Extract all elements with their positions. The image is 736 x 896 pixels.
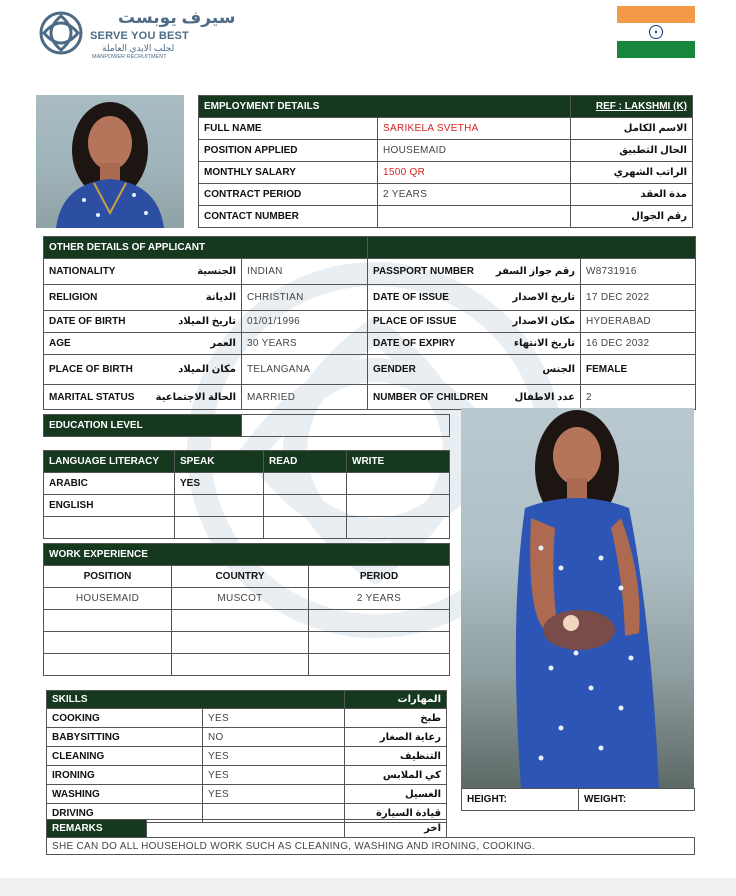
skill-arabic: طبخ: [345, 709, 447, 728]
position-applied-value: HOUSEMAID: [378, 140, 571, 162]
india-flag-icon: [617, 6, 695, 58]
other-right-label-cell: [368, 259, 581, 285]
other-left-label: DATE OF BIRTH: [49, 316, 126, 327]
contact-number-label: CONTACT NUMBER: [199, 206, 378, 228]
other-right-arabic: تاريخ الاصدار: [512, 292, 576, 303]
other-left-value: TELANGANA: [242, 355, 368, 385]
language-cell: YES: [175, 473, 264, 495]
remarks-arabic: اخر: [345, 820, 447, 838]
monthly-salary-value: 1500 QR: [378, 162, 571, 184]
other-right-label: PASSPORT NUMBER: [373, 266, 474, 277]
remarks-label: REMARKS: [47, 820, 147, 838]
other-left-label-cell: [44, 385, 242, 410]
skills-table: [46, 690, 447, 823]
education-table: [43, 414, 450, 437]
logo-sub-tagline: MANPOWER RECRUITMENT: [92, 54, 167, 60]
other-left-label: NATIONALITY: [49, 266, 116, 277]
position-applied-arabic: الحال التطبيق: [571, 140, 693, 162]
language-header-write: WRITE: [347, 451, 450, 473]
education-level-label: EDUCATION LEVEL: [44, 415, 242, 437]
language-cell: ENGLISH: [44, 495, 175, 517]
other-details-row: [44, 385, 696, 410]
employment-row-contact: [199, 206, 693, 228]
contact-number-arabic: رقم الجوال: [571, 206, 693, 228]
other-left-value: CHRISTIAN: [242, 285, 368, 311]
other-left-value: 01/01/1996: [242, 311, 368, 333]
other-left-arabic: الجنسية: [197, 266, 236, 277]
other-right-label: PLACE OF ISSUE: [373, 316, 457, 327]
other-right-value: HYDERABAD: [581, 311, 696, 333]
remarks-spacer: [147, 820, 345, 838]
contact-number-value: [378, 206, 571, 228]
skill-label: WASHING: [47, 785, 203, 804]
language-cell: [264, 517, 347, 539]
applicant-photo-small: [36, 95, 184, 228]
employment-details-table: [198, 95, 693, 228]
full-name-value: SARIKELA SVETHA: [378, 118, 571, 140]
other-details-header-right: [368, 237, 696, 259]
other-right-label: NUMBER OF CHILDREN: [373, 391, 489, 403]
work-col-position: POSITION: [44, 566, 172, 588]
skill-row: [47, 747, 447, 766]
skill-arabic: كي الملابس: [345, 766, 447, 785]
contract-period-arabic: مدة العقد: [571, 184, 693, 206]
other-details-table: [43, 236, 696, 410]
language-row: [44, 473, 450, 495]
work-row: [44, 610, 450, 632]
other-details-row: [44, 333, 696, 355]
language-cell: [44, 517, 175, 539]
skill-arabic: رعاية الصغار: [345, 728, 447, 747]
language-header-literacy: LANGUAGE LITERACY: [44, 451, 175, 473]
language-cell: [264, 495, 347, 517]
work-row: [44, 632, 450, 654]
skill-arabic: الغسيل: [345, 785, 447, 804]
work-col-period: PERIOD: [309, 566, 450, 588]
other-details-row: [44, 259, 696, 285]
other-left-label: AGE: [49, 338, 71, 349]
language-table: [43, 450, 450, 539]
page-footer-bar: [0, 878, 736, 896]
logo-arabic-name: سيرف يوبست: [118, 8, 236, 27]
other-left-arabic: مكان الميلاد: [178, 364, 236, 375]
work-cell: [172, 632, 309, 654]
work-col-country: COUNTRY: [172, 566, 309, 588]
language-cell: ARABIC: [44, 473, 175, 495]
other-right-value: 16 DEC 2032: [581, 333, 696, 355]
weight-label: WEIGHT:: [579, 789, 695, 811]
remarks-text: SHE CAN DO ALL HOUSEHOLD WORK SUCH AS CLEANING, WASHING AND IRONING, COOKING.: [47, 838, 695, 855]
full-name-label: FULL NAME: [199, 118, 378, 140]
work-row: [44, 654, 450, 676]
other-right-arabic: الجنس: [542, 364, 576, 375]
applicant-photo-full: [461, 408, 694, 788]
other-left-label-cell: [44, 259, 242, 285]
other-right-value: 17 DEC 2022: [581, 285, 696, 311]
work-row: [44, 588, 450, 610]
language-cell: [347, 473, 450, 495]
company-logo: [36, 8, 236, 64]
other-details-row: [44, 285, 696, 311]
other-left-arabic: العمر: [210, 338, 236, 349]
skill-arabic: قيادة السيارة: [345, 804, 447, 823]
other-right-arabic: تاريخ الانتهاء: [513, 338, 576, 349]
other-left-label: PLACE OF BIRTH: [49, 364, 133, 375]
measurements-table: [461, 788, 695, 811]
other-left-label-cell: [44, 285, 242, 311]
other-right-label-cell: [368, 311, 581, 333]
other-details-row: [44, 311, 696, 333]
other-left-value: 30 YEARS: [242, 333, 368, 355]
language-cell: [175, 517, 264, 539]
remarks-blank: [447, 820, 695, 838]
skill-label: IRONING: [47, 766, 203, 785]
other-right-arabic: رقم جواز السفر: [495, 266, 576, 277]
full-name-arabic: الاسم الكامل: [571, 118, 693, 140]
other-left-arabic: تاريخ الميلاد: [178, 316, 236, 327]
logo-english-name: SERVE YOU BEST: [90, 30, 189, 42]
work-cell: [172, 654, 309, 676]
skill-value: YES: [203, 709, 345, 728]
work-cell: [172, 610, 309, 632]
work-cell: MUSCOT: [172, 588, 309, 610]
other-left-value: INDIAN: [242, 259, 368, 285]
language-cell: [347, 517, 450, 539]
work-cell: 2 YEARS: [309, 588, 450, 610]
skill-row: [47, 728, 447, 747]
work-cell: [309, 654, 450, 676]
other-left-arabic: الديانة: [205, 292, 236, 303]
language-header-speak: SPEAK: [175, 451, 264, 473]
other-right-label-cell: [368, 385, 581, 410]
other-left-label-cell: [44, 355, 242, 385]
education-level-value: [242, 415, 450, 437]
height-label: HEIGHT:: [462, 789, 579, 811]
language-header-read: READ: [264, 451, 347, 473]
skill-label: CLEANING: [47, 747, 203, 766]
other-left-arabic: الحالة الاجتماعية: [155, 391, 236, 403]
skill-row: [47, 709, 447, 728]
other-right-label-cell: [368, 285, 581, 311]
other-left-value: MARRIED: [242, 385, 368, 410]
skill-row: [47, 785, 447, 804]
other-right-label: DATE OF EXPIRY: [373, 338, 456, 349]
other-left-label: MARITAL STATUS: [49, 391, 135, 403]
work-experience-header: WORK EXPERIENCE: [44, 544, 450, 566]
other-right-value: 2: [581, 385, 696, 410]
company-logo-icon: [36, 8, 86, 58]
skills-header: SKILLS: [47, 691, 345, 709]
other-left-label: RELIGION: [49, 292, 98, 303]
logo-arabic-tagline: لجلب الايدي العاملة: [102, 43, 175, 53]
position-applied-label: POSITION APPLIED: [199, 140, 378, 162]
skill-arabic: التنظيف: [345, 747, 447, 766]
other-right-value: W8731916: [581, 259, 696, 285]
skill-value: NO: [203, 728, 345, 747]
ref-label: REF : LAKSHMI (K): [571, 96, 693, 118]
employment-details-header: EMPLOYMENT DETAILS: [199, 96, 571, 118]
other-details-row: [44, 355, 696, 385]
language-row: [44, 517, 450, 539]
other-right-label-cell: [368, 355, 581, 385]
other-right-label: GENDER: [373, 364, 416, 375]
other-details-header: OTHER DETAILS OF APPLICANT: [44, 237, 368, 259]
contract-period-value: 2 YEARS: [378, 184, 571, 206]
skill-label: COOKING: [47, 709, 203, 728]
other-right-label-cell: [368, 333, 581, 355]
monthly-salary-label: MONTHLY SALARY: [199, 162, 378, 184]
other-right-value: FEMALE: [581, 355, 696, 385]
skill-row: [47, 766, 447, 785]
work-cell: [309, 610, 450, 632]
language-cell: [264, 473, 347, 495]
work-cell: [44, 610, 172, 632]
other-right-arabic: عدد الاطفال: [514, 391, 576, 403]
skill-value: YES: [203, 766, 345, 785]
other-right-label: DATE OF ISSUE: [373, 292, 449, 303]
contract-period-label: CONTRACT PERIOD: [199, 184, 378, 206]
language-row: [44, 495, 450, 517]
employment-row-contract: [199, 184, 693, 206]
skill-value: YES: [203, 747, 345, 766]
monthly-salary-arabic: الراتب الشهري: [571, 162, 693, 184]
work-cell: [44, 632, 172, 654]
work-cell: HOUSEMAID: [44, 588, 172, 610]
language-cell: [175, 495, 264, 517]
skill-label: BABYSITTING: [47, 728, 203, 747]
language-cell: [347, 495, 450, 517]
work-cell: [44, 654, 172, 676]
employment-row-salary: [199, 162, 693, 184]
other-right-arabic: مكان الاصدار: [512, 316, 576, 327]
skill-label: DRIVING: [47, 804, 203, 823]
other-left-label-cell: [44, 311, 242, 333]
work-experience-table: [43, 543, 450, 676]
skill-value: YES: [203, 785, 345, 804]
remarks-table: [46, 819, 695, 855]
skills-header-arabic: المهارات: [345, 691, 447, 709]
other-left-label-cell: [44, 333, 242, 355]
employment-row-full-name: [199, 118, 693, 140]
employment-row-position: [199, 140, 693, 162]
work-cell: [309, 632, 450, 654]
